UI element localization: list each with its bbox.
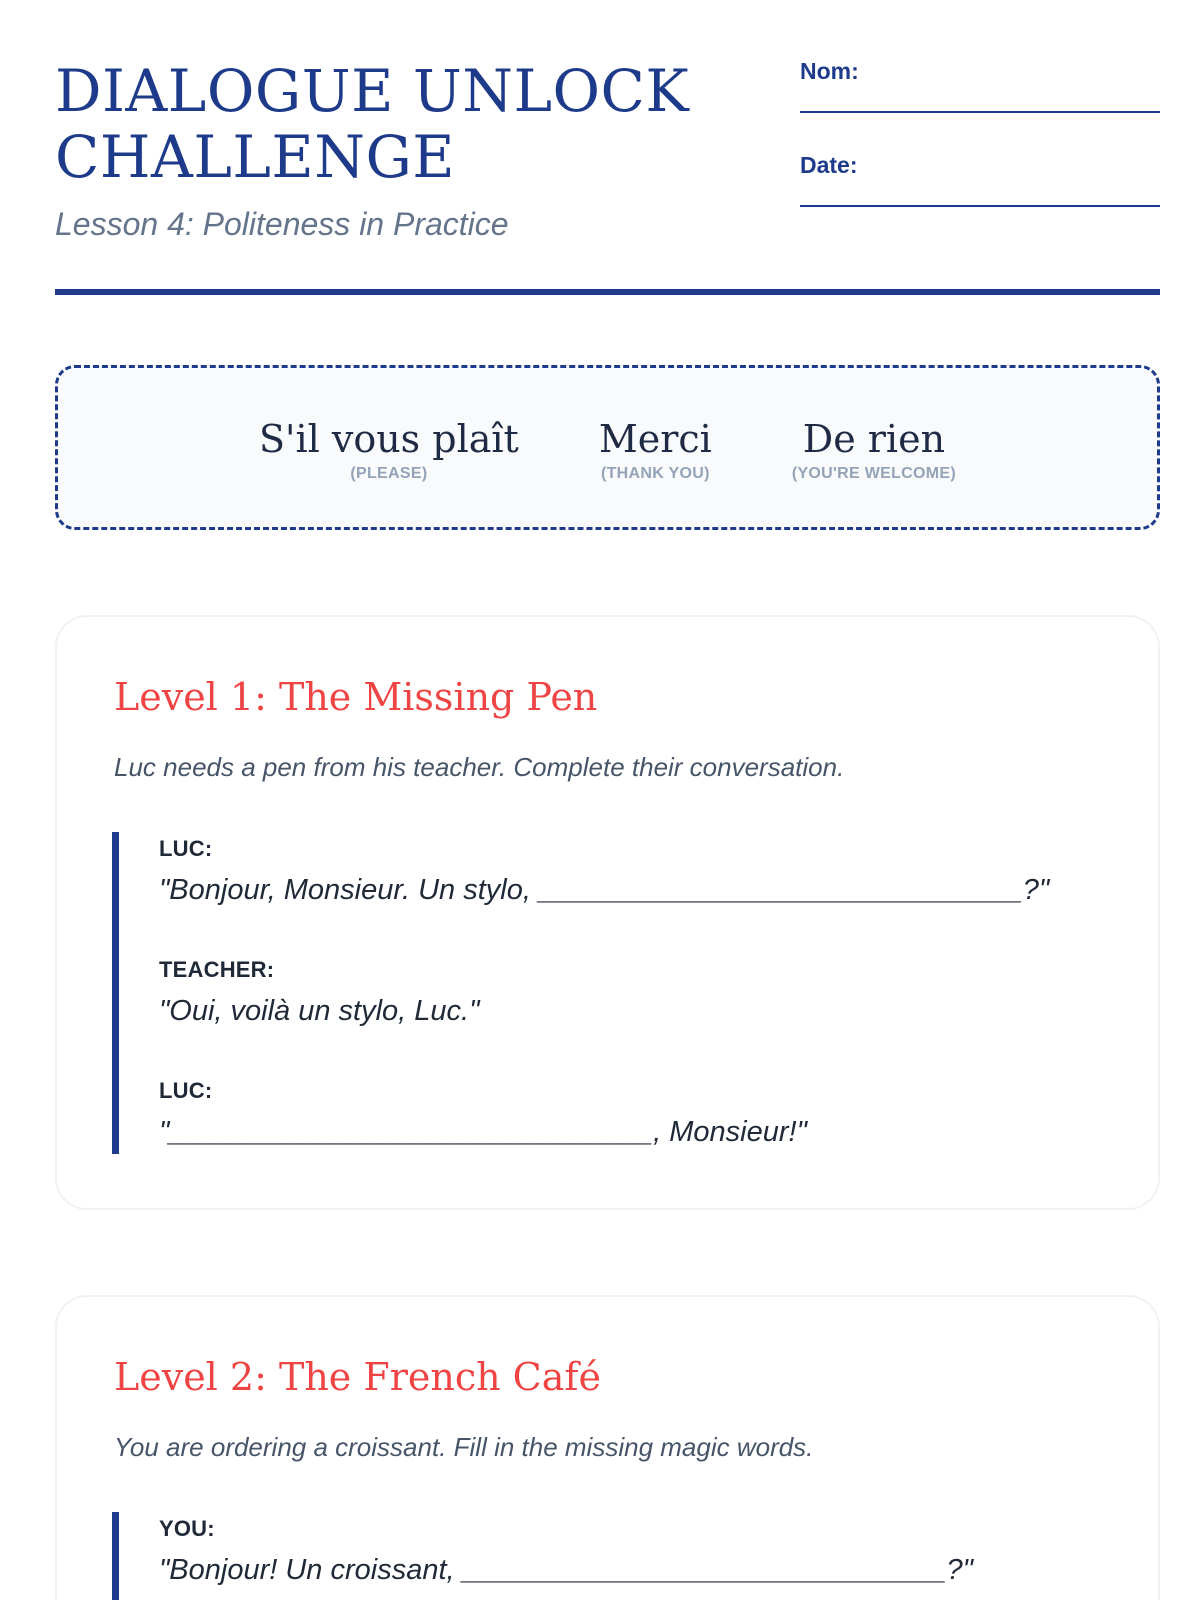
speech-with-blank[interactable]: "Bonjour! Un croissant, ______________________________?" [159, 1554, 973, 1586]
word-english: (THANK YOU) [600, 464, 710, 482]
dialogue-line [159, 832, 1052, 953]
dialogue-block [112, 1512, 1052, 1600]
date-field[interactable] [800, 205, 1160, 207]
word-french: De rien [802, 416, 946, 461]
speaker-label: LUC: [159, 1078, 213, 1103]
level-title: Level 1: The Missing Pen [114, 675, 598, 719]
speech-text: "Oui, voilà un stylo, Luc." [159, 995, 480, 1027]
level-instruction: You are ordering a croissant. Fill in the missing magic words. [114, 1432, 814, 1462]
dialogue-line [159, 1074, 1052, 1195]
worksheet-header [55, 58, 1160, 298]
dialogue-line [159, 953, 1052, 1074]
date-label: Date: [800, 152, 858, 178]
speech-with-blank[interactable]: "Bonjour, Monsieur. Un stylo, ______________________________?" [159, 874, 1050, 906]
level-instruction: Luc needs a pen from his teacher. Complete their conversation. [114, 752, 845, 782]
name-label: Nom: [800, 58, 859, 84]
level-card-1 [55, 615, 1160, 1210]
dialogue-line [159, 1512, 1052, 1600]
speaker-label: LUC: [159, 836, 213, 861]
word-bank [55, 365, 1160, 530]
header-divider [55, 289, 1160, 295]
speaker-label: TEACHER: [159, 957, 275, 982]
worksheet-title: DIALOGUE UNLOCK CHALLENGE [55, 57, 690, 191]
word-bank-item [259, 417, 519, 483]
word-bank-item [599, 417, 712, 483]
word-french: Merci [598, 416, 712, 461]
word-english: (PLEASE) [350, 464, 428, 482]
word-bank-item [792, 417, 956, 483]
dialogue-block [112, 832, 1052, 1154]
lesson-subtitle: Lesson 4: Politeness in Practice [55, 206, 509, 242]
word-english: (YOU'RE WELCOME) [791, 464, 956, 482]
word-french: S'il vous plaît [259, 416, 519, 461]
speaker-label: YOU: [159, 1516, 215, 1541]
level-title: Level 2: The French Café [114, 1355, 601, 1399]
speech-with-blank[interactable]: "______________________________, Monsieur!" [159, 1116, 807, 1148]
name-field[interactable] [800, 111, 1160, 113]
level-card-2 [55, 1295, 1160, 1600]
